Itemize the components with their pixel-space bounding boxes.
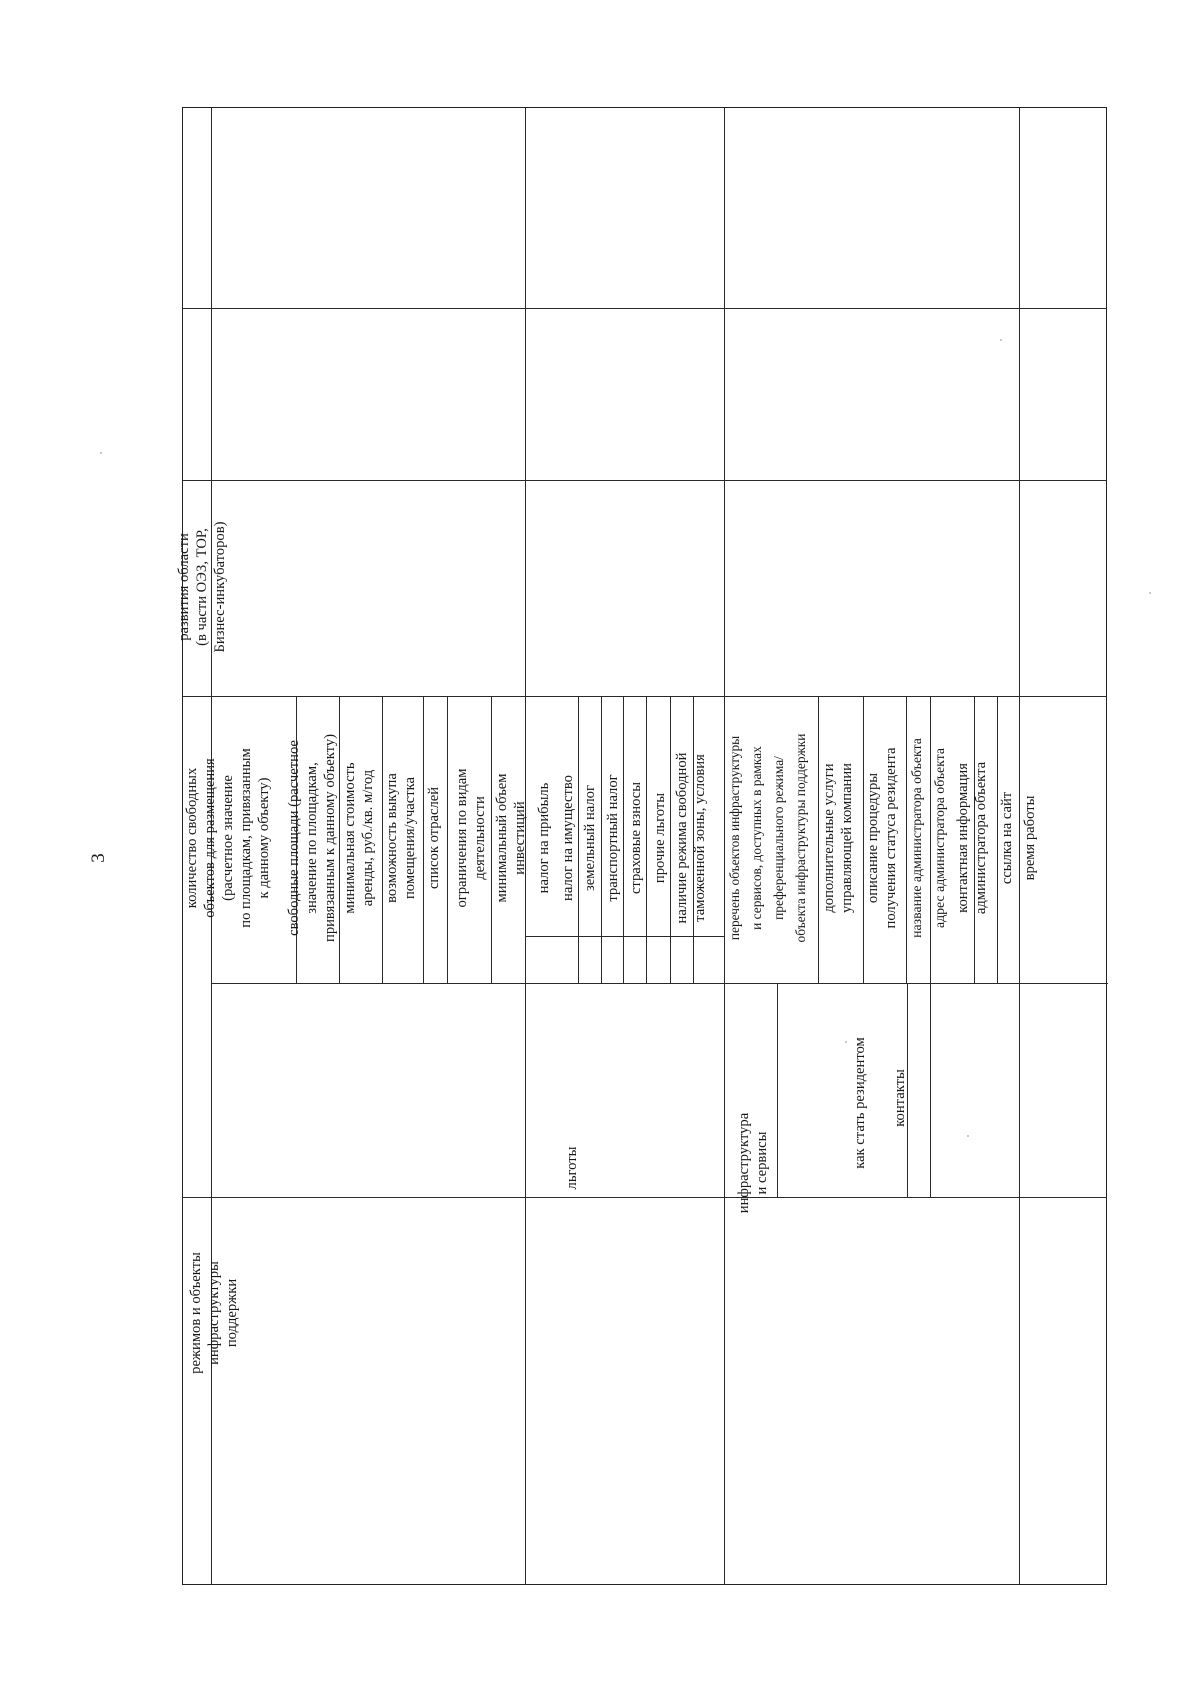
d-sep-11: [670, 696, 671, 983]
d-row-7: минимальный объем инвестиций: [494, 773, 528, 903]
col-b-text: режимов и объекты инфраструктуры поддержки: [188, 1252, 240, 1374]
d-sep-13: [818, 696, 819, 983]
col-line-4: [1019, 108, 1020, 1584]
d-row-16: дополнительные услуги управляющей компании: [821, 763, 855, 913]
d-sep-6: [491, 696, 492, 983]
d-row-8: налог на прибыль: [536, 782, 552, 894]
col-c-infrastructure: инфраструктура и сервисы: [736, 1112, 770, 1214]
row-line-4: [211, 983, 1108, 984]
d-row-12: страховые взносы: [628, 781, 644, 895]
col-e-text: развития области (в части ОЭЗ, ТОР, Бизнес-инкубаторов): [176, 521, 228, 653]
d-row-21: ссылка на сайт: [999, 791, 1015, 885]
d-row-4: возможность выкупа помещения/участка: [384, 773, 418, 903]
d-sep-7: [578, 696, 579, 983]
row-line-5: [183, 1197, 1106, 1198]
d-row-17: описание процедуры получения статуса резидента: [865, 747, 899, 929]
d-sep-10: [646, 696, 647, 983]
row-line-2: [183, 480, 1106, 481]
d-row-19: адрес администратора объекта: [932, 748, 947, 928]
page-number: 3: [88, 853, 109, 863]
row-line-1: [183, 308, 1106, 309]
d-sep-4: [423, 696, 424, 983]
col-c-become-resident: как стать резидентом: [852, 1037, 868, 1169]
scan-speck: [967, 1135, 969, 1137]
d-sep-8: [601, 696, 602, 983]
c-sep-4: [1019, 983, 1020, 1197]
scan-speck: [845, 1041, 847, 1043]
d-row-2: свободные площади (расчетное значение по площадкам, привязанным к данному объекту): [286, 734, 338, 942]
col-c-contacts: контакты: [892, 1069, 908, 1127]
d-row-1: количество свободных объектов для размещения (расчетное значение по площадкам, привязанным к данному объекту): [184, 748, 272, 928]
d-row-13: прочие льготы: [652, 792, 668, 884]
d-sep-5: [447, 696, 448, 983]
scan-speck: [100, 452, 102, 454]
document-table: [176, 107, 1107, 1585]
d-row-14: наличие режима свободной таможенной зоны, условия: [674, 752, 708, 924]
d-row-20: контактная информация администратора объекта: [955, 761, 989, 915]
d-row-18: название администратора объекта: [909, 738, 924, 938]
d-row-9: налог на имущество: [560, 775, 576, 901]
c-sep-3: [930, 983, 931, 1197]
d-sep-2: [339, 696, 340, 983]
d-sep-15: [906, 696, 907, 983]
col-c-benefits: льготы: [564, 1146, 580, 1190]
d-row-5: список отраслей: [426, 786, 442, 890]
d-row-3: минимальная стоимость аренды, руб./кв. м/год: [342, 762, 376, 914]
c-sep-1: [777, 983, 778, 1197]
scan-speck: [1000, 339, 1002, 341]
d-row-22: время работы: [1022, 795, 1038, 881]
d-row-10: земельный налог: [582, 785, 598, 891]
d-row-11: транспортный налог: [605, 774, 621, 902]
d-sep-9: [623, 696, 624, 983]
d-row-6: ограничения по видам деятельности: [454, 768, 488, 908]
row-line-3: [183, 696, 1106, 697]
scan-speck: [1149, 592, 1151, 594]
d-row-15: перечень объектов инфраструктуры и сервисов, доступных в рамках преференциального режима/ объекта инфраструктуры поддержки: [727, 733, 808, 943]
